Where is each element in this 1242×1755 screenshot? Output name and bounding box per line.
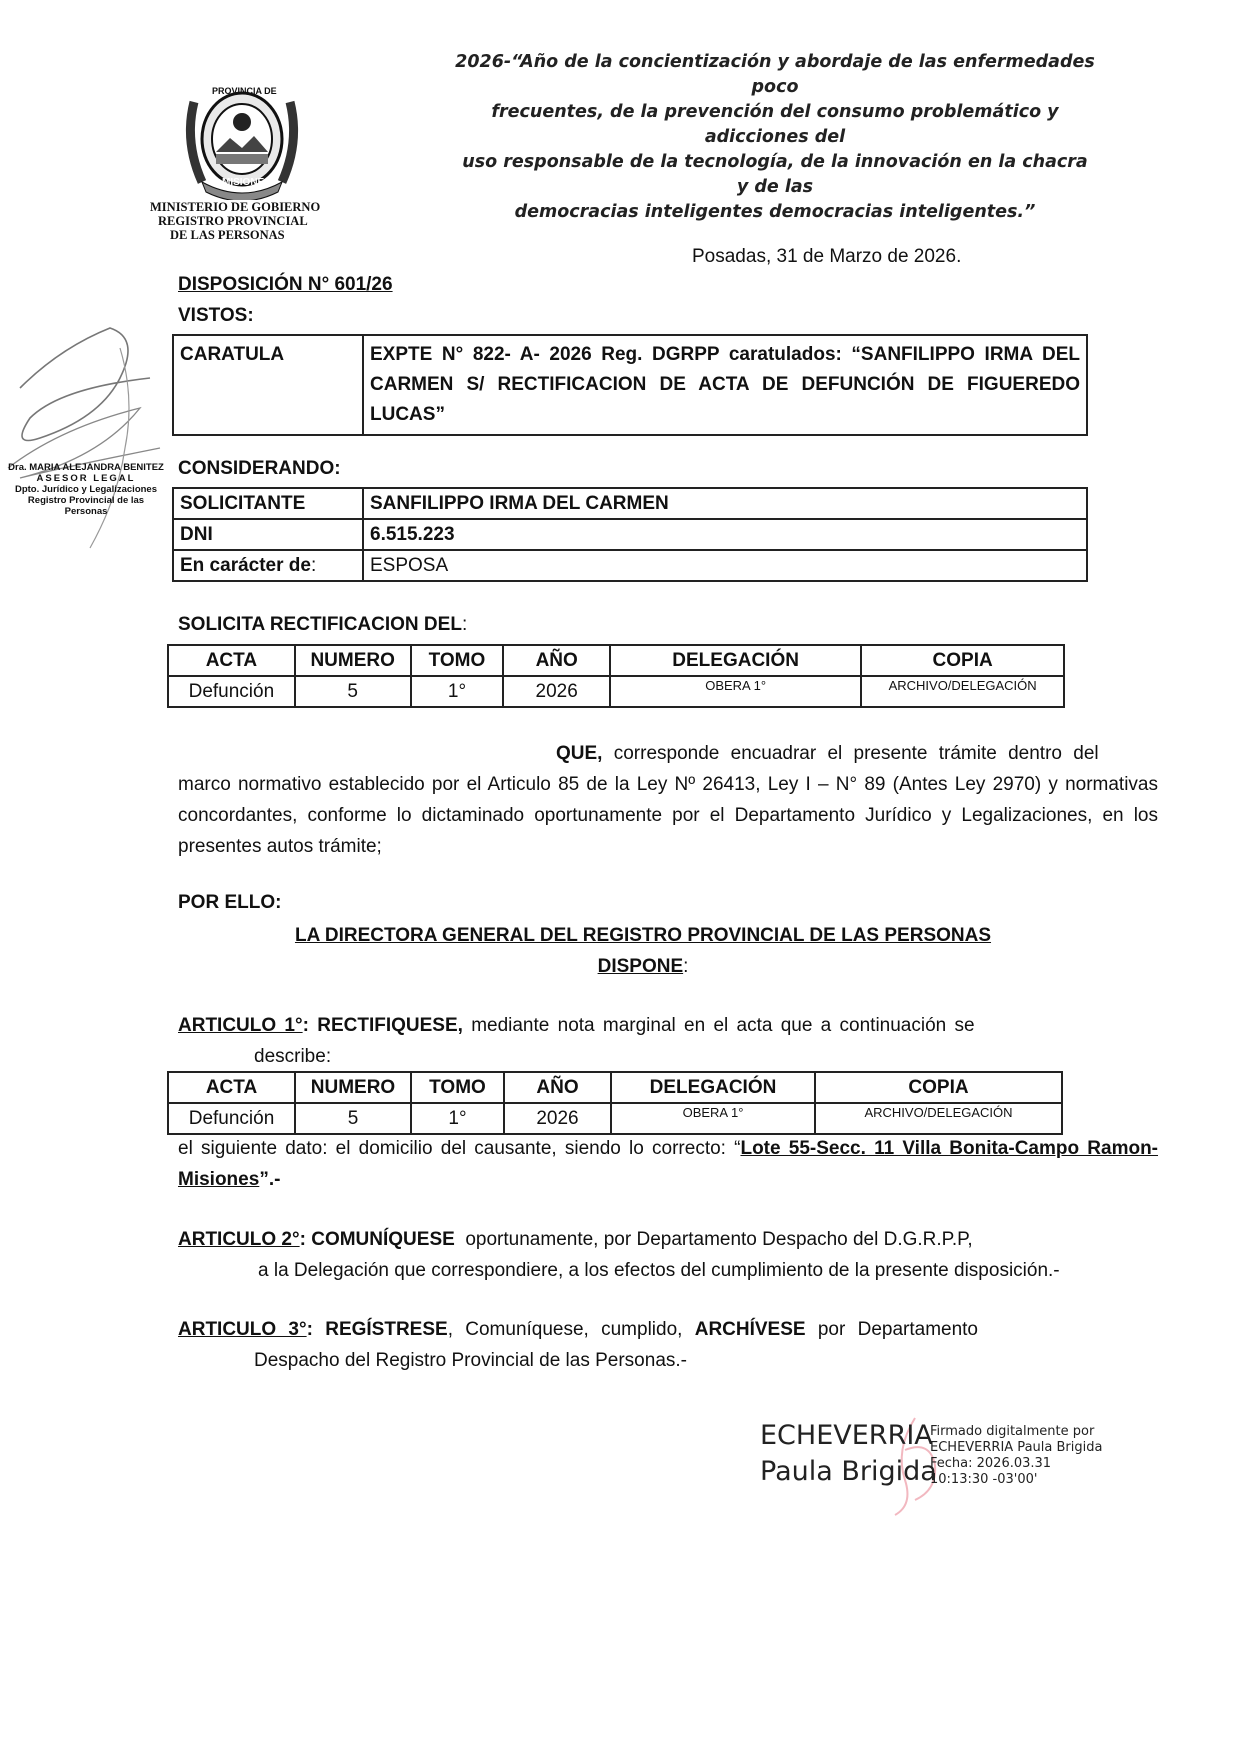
acta-table-2	[167, 1071, 1063, 1135]
table-header-row	[168, 1072, 1062, 1103]
caracter-label	[173, 550, 363, 581]
dispone-word: DISPONE	[597, 956, 684, 977]
stamp-line: ASESOR LEGAL	[36, 473, 136, 484]
caratula-label: CARATULA	[173, 335, 363, 435]
table-row	[173, 335, 1087, 435]
caratula-value: EXPTE N° 822- A- 2026 Reg. DGRPP caratulados: “SANFILIPPO IRMA DEL CARMEN S/ RECTIFICACION DE ACTA DE DEFUNCIÓN DE FIGUEREDO LUCAS”	[363, 335, 1087, 435]
articulo-2-label: ARTICULO 2°	[178, 1229, 300, 1250]
stamp-line: Dra. MARIA ALEJANDRA BENITEZ	[8, 462, 164, 473]
column-header: AÑO	[503, 645, 610, 676]
signer-name	[760, 1418, 937, 1490]
signature-info-line: ECHEVERRIA Paula Brigida	[930, 1440, 1103, 1455]
acta-table	[167, 644, 1065, 708]
articulo-1-verb: RECTIFIQUESE,	[317, 1015, 463, 1036]
articulo-3-label: ARTICULO 3°	[178, 1319, 307, 1340]
table-row	[173, 519, 1087, 550]
articulo-2-text: oportunamente, por Departamento Despacho del D.G.R.P.P,	[465, 1229, 973, 1250]
table-row	[168, 676, 1064, 707]
caracter-value: ESPOSA	[363, 550, 1087, 581]
solicitante-label: SOLICITANTE	[173, 488, 363, 519]
solicitante-table	[172, 487, 1088, 582]
seal-text-bottom: MISIONES	[222, 177, 271, 188]
seal-text-top: PROVINCIA DE	[212, 86, 277, 96]
articulo-2	[178, 1224, 1158, 1286]
year-motto	[455, 50, 1095, 225]
considerando-heading: CONSIDERANDO:	[178, 458, 341, 479]
table-cell: ARCHIVO/DELEGACIÓN	[861, 676, 1064, 707]
dispone-line	[178, 951, 1108, 982]
articulo-1-text2: describe:	[254, 1046, 332, 1067]
table-row	[173, 550, 1087, 581]
signature-info-line: Fecha: 2026.03.31	[930, 1456, 1052, 1471]
solicita-text: SOLICITA RECTIFICACION DEL	[178, 614, 462, 635]
caracter-colon: :	[310, 554, 317, 576]
column-header: DELEGACIÓN	[610, 645, 861, 676]
articulo-2-verb: COMUNÍQUESE	[311, 1229, 455, 1250]
table-cell: 2026	[504, 1103, 611, 1134]
articulo-3-text2: Despacho del Registro Provincial de las Personas.-	[254, 1350, 687, 1371]
articulo-3-text-a: , Comuníquese, cumplido,	[447, 1319, 683, 1340]
vistos-heading: VISTOS:	[178, 305, 254, 326]
que-first-line	[178, 738, 1158, 769]
articulo-1-label: ARTICULO 1°	[178, 1015, 303, 1036]
digital-signature-info	[930, 1424, 1102, 1488]
column-header: TOMO	[411, 1072, 504, 1103]
table-cell: OBERA 1°	[610, 676, 861, 707]
table-cell: ARCHIVO/DELEGACIÓN	[815, 1103, 1062, 1134]
articulo-1-text: mediante nota marginal en el acta que a continuación se	[471, 1015, 975, 1036]
ministry-line: REGISTRO PROVINCIAL	[158, 214, 308, 228]
articulo-1-colon: :	[302, 1015, 309, 1036]
table-cell: OBERA 1°	[611, 1103, 815, 1134]
articulo-1-closing: ”.-	[259, 1169, 281, 1190]
table-cell: 2026	[503, 676, 610, 707]
que-rest: marco normativo establecido por el Articulo 85 de la Ley Nº 26413, Ley I – N° 89 (Antes Ley 2970) y normativas concordantes, conforme lo dictaminado oportunamente por el Departamento Jurídico y Legalizaciones, en los presentes autos trámite;	[178, 774, 1158, 857]
column-header: NUMERO	[295, 1072, 411, 1103]
disposition-number: DISPOSICIÓN N° 601/26	[178, 274, 393, 295]
articulo-1-line	[178, 1010, 1068, 1041]
document-date: Posadas, 31 de Marzo de 2026.	[692, 246, 962, 267]
column-header: ACTA	[168, 1072, 295, 1103]
solicitante-value: SANFILIPPO IRMA DEL CARMEN	[363, 488, 1087, 519]
table-cell: 1°	[411, 676, 504, 707]
table-row	[173, 488, 1087, 519]
dni-label: DNI	[173, 519, 363, 550]
caratula-table	[172, 334, 1088, 436]
articulo-1	[178, 1010, 1068, 1072]
articulo-1-after	[178, 1133, 1158, 1195]
table-cell: 5	[295, 1103, 411, 1134]
dispone-colon: :	[683, 956, 689, 977]
directora-title: LA DIRECTORA GENERAL DEL REGISTRO PROVINCIAL DE LAS PERSONAS	[294, 925, 992, 946]
articulo-3-verb2: ARCHÍVESE	[694, 1319, 806, 1340]
column-header: NUMERO	[295, 645, 411, 676]
articulo-3	[178, 1314, 1068, 1376]
articulo-3-verb: REGÍSTRESE	[325, 1319, 448, 1340]
column-header: COPIA	[861, 645, 1064, 676]
signer-name-line2: Paula Brigida	[760, 1456, 937, 1487]
signature-info-line: Firmado digitalmente por	[930, 1424, 1095, 1439]
que-lead: QUE,	[556, 743, 603, 764]
que-paragraph	[178, 738, 1158, 862]
motto-line: frecuentes, de la prevención del consumo problemático y adicciones del	[491, 102, 1059, 147]
por-ello-heading: POR ELLO:	[178, 892, 282, 913]
table-row	[168, 1103, 1062, 1134]
column-header: COPIA	[815, 1072, 1062, 1103]
column-header: ACTA	[168, 645, 295, 676]
articulo-2-line	[178, 1224, 1158, 1255]
articulo-3-colon: :	[306, 1319, 313, 1340]
caracter-label-text: En carácter de	[180, 554, 311, 576]
solicita-colon: :	[461, 614, 468, 635]
directora-heading	[178, 920, 1108, 982]
que-line1: corresponde encuadrar el presente trámite dentro del	[613, 743, 1099, 764]
articulo-3-line	[178, 1314, 1068, 1345]
stamp-line: Dpto. Jurídico y Legalizaciones	[14, 484, 157, 495]
motto-line: democracias inteligentes democracias inteligentes.”	[514, 202, 1036, 222]
motto-line: 2026-“Año de la concientización y abordaje de las enfermedades poco	[455, 52, 1095, 97]
column-header: AÑO	[504, 1072, 611, 1103]
column-header: TOMO	[411, 645, 504, 676]
articulo-3-text-b: por Departamento	[817, 1319, 979, 1340]
motto-line: uso responsable de la tecnología, de la innovación en la chacra y de las	[462, 152, 1088, 197]
table-cell: Defunción	[168, 676, 295, 707]
articulo-2-colon: :	[299, 1229, 306, 1250]
stamp-line: Registro Provincial de las Personas	[27, 495, 145, 517]
table-cell: 1°	[411, 1103, 504, 1134]
table-header-row	[168, 645, 1064, 676]
ministry-block	[150, 200, 320, 242]
dni-value: 6.515.223	[363, 519, 1087, 550]
signer-name-line1: ECHEVERRIA	[760, 1420, 933, 1451]
corrected-address: Lote 55-Secc. 11 Villa Bonita-Campo Ramon-Misiones	[178, 1138, 1159, 1190]
table-cell: 5	[295, 676, 411, 707]
ministry-line: MINISTERIO DE GOBIERNO	[150, 200, 321, 214]
solicita-heading	[178, 614, 467, 636]
articulo-1-after-text: el siguiente dato: el domicilio del causante, siendo lo correcto: “	[178, 1138, 741, 1159]
table-cell: Defunción	[168, 1103, 295, 1134]
articulo-2-text2: a la Delegación que correspondiere, a los efectos del cumplimiento de la presente disposición.-	[258, 1260, 1060, 1281]
legal-advisor-stamp	[6, 462, 166, 517]
ministry-line: DE LAS PERSONAS	[170, 228, 285, 242]
column-header: DELEGACIÓN	[611, 1072, 815, 1103]
signature-info-line: 10:13:30 -03'00'	[930, 1472, 1038, 1487]
